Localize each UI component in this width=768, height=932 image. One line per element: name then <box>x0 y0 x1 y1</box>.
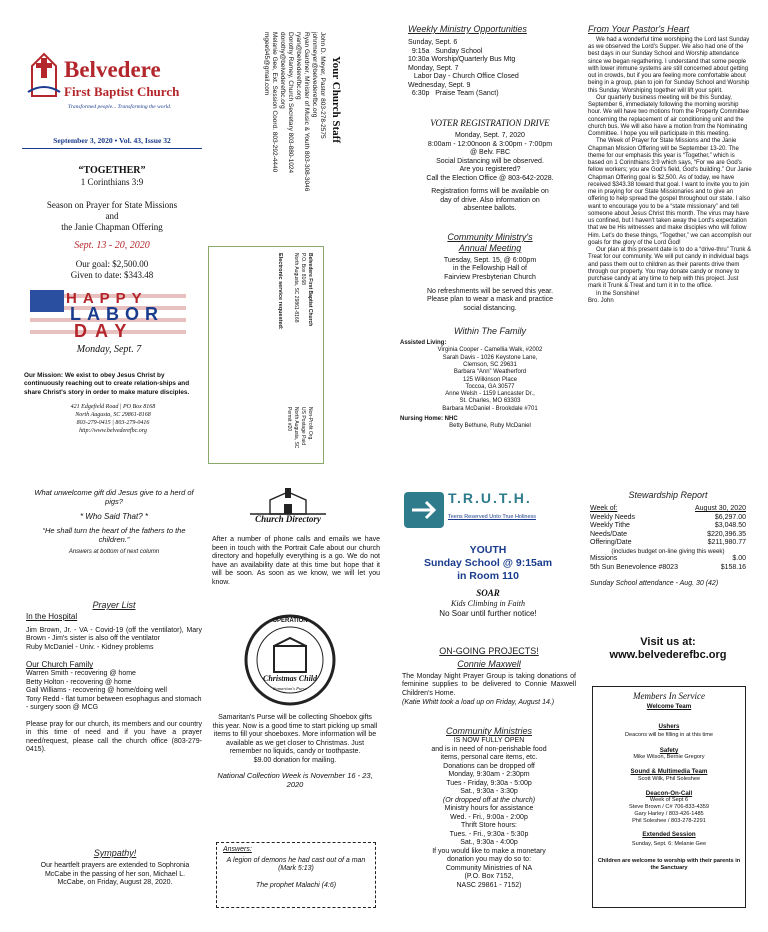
community-meeting-title2: Annual Meeting <box>458 242 522 253</box>
youth-block <box>400 544 576 582</box>
stewardship-row-label: Weekly Tithe <box>590 522 630 530</box>
connie-title: Connie Maxwell <box>457 658 521 669</box>
within-line: Toccoa, GA 30577 <box>465 383 515 390</box>
community-meeting-title: Community Ministry's <box>447 232 533 242</box>
within-line: 125 Wilkinson Place <box>462 376 518 383</box>
community-line: Ministry hours for assistance <box>444 805 534 813</box>
weekly-line: 6:30p Praise Team (Sanct) <box>408 90 499 98</box>
together-line1: Season on Prayer for State Missions <box>46 200 178 211</box>
masthead-rule <box>22 148 202 149</box>
weekly-line: 9:15a Sunday School <box>408 47 483 55</box>
church-subtitle: First Baptist Church <box>64 84 180 99</box>
community-line: Donations can be dropped off <box>443 762 535 770</box>
answer-1: A legion of demons he had cast out of a man (Mark 5:13) <box>226 856 366 873</box>
visit-us <box>590 636 746 663</box>
shoebox-logo-sub: Samaritan's Purse <box>273 686 307 691</box>
shoebox-logo-main: Christmas Child <box>262 674 318 683</box>
staff-line: Melanie Gee, Ext. Session Coord. 803-292-4440 <box>271 32 278 173</box>
staff-line: dorothy@belvederefbc.org <box>279 32 286 109</box>
stewardship-week-date: August 30, 2020 <box>695 504 746 512</box>
community-line: Tues. - Fri., 9:30a - 5:30p <box>449 830 529 838</box>
staff-line: Ryan Gardner, Minister of Music & Youth 803-308-3046 <box>303 32 310 192</box>
voter-line: Are you registered? <box>459 166 521 174</box>
community-meeting-line: Please plan to wear a mask and practice <box>426 296 554 304</box>
hospital-title: In the Hospital <box>26 611 78 621</box>
service-head: Welcome Team <box>646 702 692 710</box>
community-meeting <box>402 232 578 313</box>
community-line: Monday, 9:30am - 2:30pm <box>448 771 530 779</box>
collection-week: National Collection Week is November 16 - 23, 2020 <box>217 771 373 790</box>
hospital-text: Jim Brown, Jr. - VA - Covid-19 (off the ventilator), Mary Brown - Jim's sister is also off the ventilator <box>26 626 202 643</box>
community-meeting-line: Tuesday, Sept. 15, @ 6:00pm <box>443 256 537 264</box>
service-head: Deacon-On-Call <box>645 789 693 797</box>
prayer-title: Prayer List <box>92 600 136 610</box>
voter-line: day of drive. Also information on <box>440 196 540 204</box>
pastor-paragraph: We had a wonderful time worshiping the Lord last Sunday as we observed the Lord's Supper. We also had one of the best days in our Sunday School and Worship attendance since we began regathering. I understand that some people with lower immune systems are still concerned about getting out in crowds, but if you are feeling more comfortable about being in a group, plan to join for Sunday School and Worship this Sunday. Worshiping together will lift your spirit. <box>588 36 750 94</box>
soar-title: SOAR <box>476 588 500 598</box>
community-meeting-line: in the Fellowship Hall of <box>453 265 527 273</box>
shoebox-text2: $9.00 donation for mailing. <box>253 756 337 764</box>
members-in-service <box>592 686 746 908</box>
stewardship-row-label: 5th Sun Benevolence #8023 <box>590 563 678 571</box>
issue-line: September 3, 2020 • Vol. 43, Issue 32 <box>53 136 171 145</box>
pastor-signature: Bro. John <box>588 297 614 304</box>
weekly-line: Wednesday, Sept. 9 <box>408 81 471 89</box>
mission-website-line: http://www.belvederefbc.org <box>79 428 147 435</box>
pastor-paragraph: The Week of Prayer for State Missions and the Janie Chapman Mission Offering will be September 13-20. The theme for our emphasis this year is “Together,” which is based on 1 Corinthians 3:9 which says, “For we are God's fellow workers; you are God's field, God's building.” Our Janie Chapman Offering goal is $2,500. As of today, we have received $343.38 toward that goal. I want to invite you to join me in praying for our State Missionaries and to give an offering to help spread the gospel throughout our state. I also want to encourage you to be a “state missionary” and tell someone about Jesus Christ this month. The virus may have us confined, but I haven't taken away the Lord's expectation that we be His witnesses and make disciples who will follow Him. Let's do these things, “Together,” we can accomplish our goals for the glory of the Lord God! <box>588 138 752 246</box>
within-line: Barbara “Ann” Weatherford <box>453 369 527 376</box>
shoebox-logo <box>244 610 336 710</box>
truth-logo-text: T.R.U.T.H. <box>448 490 532 506</box>
together-line3: the Janie Chapman Offering <box>61 222 163 233</box>
church-directory-graphic <box>240 488 336 528</box>
visit-website[interactable]: www.belvederefbc.org <box>609 649 727 662</box>
connie-italic: (Katie Whitt took a load up on Friday, August 14.) <box>402 698 555 706</box>
community-line: If you would like to make a monetary <box>432 847 546 855</box>
staff-line: ryan@belvederefbc.org <box>295 32 302 100</box>
stewardship-row-value: $3,048.50 <box>714 522 746 530</box>
weekly-line: Sunday, Sept. 6 <box>408 38 458 46</box>
service-head: Extended Session <box>642 831 696 839</box>
community-line: Community Ministries of NA <box>445 864 533 872</box>
service-line: Scott Wilk, Phil Soleshee <box>637 775 701 782</box>
community-line: Tues - Friday, 9:30a - 5:00p <box>446 779 532 787</box>
community-line: items, personal care items, etc. <box>440 754 538 762</box>
weekly-ministry <box>408 24 578 99</box>
riddle-quote: “He shall turn the heart of the fathers to the children.” <box>42 526 186 545</box>
together-block <box>24 165 200 281</box>
community-title: Community Ministries <box>445 726 532 736</box>
together-goal: Our goal: $2,500.00 <box>75 259 149 270</box>
soar-block <box>400 588 576 618</box>
voter-title: VOTER REGISTRATION DRIVE <box>430 118 550 128</box>
community-line: Wed. - Fri., 9:00a - 2:00p <box>450 813 528 821</box>
prayer-note: Please pray for our church, its members and our country in this time of need and if you have a prayer need/request, please call the church office (803-279-0415). <box>26 720 202 754</box>
directory-label: Church Directory <box>255 514 321 524</box>
within-line: Virginia Cooper - Camellia Walk, #2002 <box>437 347 543 354</box>
stewardship-row-label: Needs/Date <box>590 530 627 538</box>
voter-drive <box>402 118 578 214</box>
answers-box <box>216 842 376 908</box>
stewardship-row-label: Missions <box>590 555 618 563</box>
service-line: Deacons will be filling in at this time <box>625 732 713 739</box>
sympathy <box>30 848 200 888</box>
assisted-living-label: Assisted Living: <box>400 339 447 346</box>
return-address-line: Belvedere First Baptist Church <box>307 253 313 327</box>
stewardship-row-label: Offering/Date <box>590 539 632 547</box>
staff-title: Your Church Staff <box>330 56 342 143</box>
labor-day-happy: HAPPY <box>66 290 148 307</box>
church-logo-icon <box>24 52 64 98</box>
pastor-paragraph: Our quarterly business meeting will be this Sunday, September 6, immediately following the morning worship hour. We will have two motions from the Property Committee concerning the replacement of air conditioning unit and the church bus. We will also have a motion from the Nominating Committee. I hope you will participate in this meeting. <box>588 94 749 138</box>
stewardship-note: (includes budget on-line giving this week) <box>611 547 725 555</box>
visit-line1: Visit us at: <box>640 636 696 648</box>
riddle-block <box>28 488 200 557</box>
mailing-panel <box>208 246 324 464</box>
voter-line: absentee ballots. <box>463 205 517 213</box>
together-line2: and <box>105 211 119 222</box>
together-given: Given to date: $343.48 <box>70 270 154 281</box>
mission-address-line: North Augusta, SC 29861-8168 <box>75 412 151 419</box>
weekly-line: 10:30a Worship/Quarterly Bus Mtg <box>408 56 516 64</box>
community-line: and is in need of non-perishable food <box>431 745 547 753</box>
pastor-heart <box>588 24 752 305</box>
ongoing-projects <box>402 646 576 707</box>
service-head: Safety <box>659 746 679 754</box>
youth-line: YOUTH <box>469 544 507 556</box>
electronic-service-line: Electronic service requested: <box>277 253 283 330</box>
within-line: Sarah Davis - 1026 Keystone Lane, <box>442 354 538 361</box>
soar-note: No Soar until further notice! <box>439 608 537 618</box>
pastor-title: From Your Pastor's Heart <box>588 24 690 34</box>
community-italic: (Or dropped off at the church) <box>442 796 536 804</box>
together-dates: Sept. 13 - 20, 2020 <box>74 240 150 252</box>
labor-day-graphic <box>30 290 186 342</box>
who-said-title: * Who Said That? * <box>79 512 149 522</box>
stewardship-row-value: $.00 <box>732 555 746 563</box>
soar-sub: Kids Climbing in Faith <box>450 598 525 608</box>
return-address-line: P.O. Box 8168 <box>300 253 306 285</box>
weekly-line: Labor Day - Church Office Closed <box>408 73 519 81</box>
mission-address-line: 421 Edgefield Road | PO Box 8168 <box>70 403 156 410</box>
sympathy-text: Our heartfelt prayers are extended to Sophronia McCabe in the passing of her son, Michael L. McCabe, on Friday, August 28, 2020. <box>40 861 190 887</box>
family-line: Betty Holton - recovering @ home <box>26 678 132 686</box>
together-verse: 1 Corinthians 3:9 <box>80 177 144 188</box>
community-meeting-line: Fairview Presbyterian Church <box>444 274 536 281</box>
return-address-line: North Augusta, SC 29861-8168 <box>293 253 299 323</box>
service-line: Week of Sept 6 <box>649 797 689 804</box>
postage-line: Non-Profit Org. <box>307 407 313 441</box>
pastor-paragraph: Our plan at this present date is to do a “drive-thru” Trunk & Treat for our community. We will put candy in individual bags and pass them out to children as their parents drive them through our property. You may donate candy or money to purchase candy at any time to help with this project. Just mark it Trunk & Treat and turn it in to the office. <box>588 247 752 290</box>
community-line: (P.O. Box 7152, <box>464 873 514 881</box>
family-line: Tony Redd - flat tumor between esophagus and stomach - surgery soon @ MCG <box>26 695 202 712</box>
within-line: Barbara McDaniel - Brookdale #701 <box>442 405 538 412</box>
shoebox-logo-top: OPERATION <box>272 618 308 624</box>
mission-block <box>24 372 202 435</box>
shoebox-text: Samaritan's Purse will be collecting Shoebox gifts this year. Now is a good time to start picking up small items to fill your shoeboxes. More information will be available as we get closer to Christmas. Just remember no liquids, candy or toothpaste. <box>212 714 378 756</box>
stewardship-row-value: $158.16 <box>720 563 746 571</box>
truth-arrow-icon <box>404 492 444 528</box>
connie-text: The Monday Night Prayer Group is taking donations of feminine supplies to be delivered to Connie Maxwell Children's Home. <box>402 672 576 697</box>
stewardship-row-value: $220,396.35 <box>707 530 746 538</box>
service-line: Mike Wilson, Bernie Gregory <box>633 754 705 761</box>
community-line: Thrift Store hours: <box>460 822 518 830</box>
stewardship-row-value: $6,297.00 <box>714 513 746 521</box>
staff-line: johnmeyer@belvederefbc.org <box>311 32 318 118</box>
community-line: donation you may do so to: <box>446 856 532 864</box>
community-ministries <box>402 726 576 891</box>
nursing-home-label: Nursing Home: NHC <box>400 416 458 423</box>
answer-2: The prophet Malachi (4:6) <box>255 881 337 889</box>
stewardship-row-label: Weekly Needs <box>590 513 636 521</box>
tagline: Transformed people... Transforming the world. <box>68 104 172 110</box>
within-line: Clemson, SC 29631 <box>463 361 517 368</box>
within-title: Within The Family <box>454 326 526 336</box>
voter-line: @ Belv. FBC <box>469 149 511 157</box>
shoebox-block <box>212 714 378 789</box>
voter-line: Social Distancing will be observed. <box>436 157 544 165</box>
voter-line: 8:00am - 12:00noon & 3:00pm - 7:00pm <box>427 140 553 148</box>
within-family <box>400 326 580 431</box>
stewardship-report <box>590 490 746 589</box>
voter-line: Registration forms will be available on <box>431 188 549 196</box>
stewardship-row-value: $211,980.77 <box>707 539 746 547</box>
community-line: Sat., 9:30a - 3:30p <box>460 788 518 796</box>
prayer-list <box>26 600 202 755</box>
labor-day-caption: Monday, Sept. 7 <box>76 344 142 355</box>
postage-line: Permit #20 <box>286 407 292 432</box>
truth-logo <box>404 488 572 532</box>
youth-line: in Room 110 <box>457 569 519 582</box>
ongoing-title: ON-GOING PROJECTS! <box>439 646 539 656</box>
community-line: NASC 29861 - 7152) <box>456 882 522 889</box>
church-name: Belvedere <box>64 57 161 82</box>
youth-line: Sunday School @ 9:15am <box>423 556 553 569</box>
family-line: Warren Smith - recovering @ home <box>26 670 136 678</box>
community-line: Sat., 9:30a - 4:00p <box>460 839 518 847</box>
stewardship-week-label: Week of: <box>590 504 618 512</box>
weekly-line: Monday, Sept. 7 <box>408 64 459 72</box>
answers-title: Answers: <box>223 846 252 853</box>
postage-line: North Augusta, SC <box>293 407 299 449</box>
staff-line: mgee945@gmail.com <box>263 32 270 96</box>
community-meeting-line: social distancing. <box>463 304 517 312</box>
family-title: Our Church Family <box>26 660 94 670</box>
weekly-title: Weekly Ministry Opportunities <box>408 24 527 34</box>
voter-line: Call the Election Office @ 803-642-2028. <box>426 174 554 182</box>
service-line: Sunday, Sept. 6: Melanie Gee <box>631 841 707 848</box>
nursing-home-names: Betty Bethune, Ruby McDaniel <box>449 423 531 430</box>
service-title: Members In Service <box>633 691 705 701</box>
hospital-text2: Ruby McDaniel - Univ. - Kidney problems <box>26 643 154 651</box>
service-head: Ushers <box>658 722 680 730</box>
together-title: “TOGETHER” <box>78 165 146 176</box>
family-line: Gail Williams - recovering @ home/doing well <box>26 687 167 695</box>
truth-logo-sub: Teens Reserved Unto True Holiness <box>448 514 537 520</box>
stewardship-title: Stewardship Report <box>628 490 708 500</box>
voter-line: Monday, Sept. 7, 2020 <box>455 131 525 139</box>
directory-text: After a number of phone calls and emails we have been in touch with the Portrait Cafe about our church directory and hopefully everything is a go. We do not have an availability date at this time but hope that it will be soon. As soon as we know, we will let you know. <box>212 536 380 586</box>
mission-text: Our Mission: We exist to obey Jesus Christ by continuously reaching out to create relation-ships and share Christ's story in order to make mature disciples. <box>24 372 190 396</box>
community-meeting-line: No refreshments will be served this year. <box>426 287 554 295</box>
labor-day-labor: LABOR <box>70 304 164 324</box>
service-line: Gary Harley / 803-426-1485 <box>634 810 704 817</box>
service-line: Steve Brown / C# 706-833-4359 <box>629 804 709 811</box>
postage-line: US Postage Paid <box>300 407 306 446</box>
riddle-question: What unwelcome gift did Jesus give to a herd of pigs? <box>34 488 194 507</box>
mission-phone-line: 803-279-0415 | 803-279-0416 <box>76 420 150 427</box>
within-line: St. Charles, MO 63303 <box>459 398 521 405</box>
attendance: Sunday School attendance - Aug. 30 (42) <box>590 580 719 588</box>
service-head: Sound & Multimedia Team <box>630 768 708 776</box>
service-footer: Children are welcome to worship with their parents in the Sanctuary <box>597 857 741 871</box>
service-line: Phil Soleshee / 803-278-2291 <box>632 817 706 824</box>
labor-day-day: DAY <box>74 321 135 341</box>
staff-line: Dorothy Ramey, Church Secretary 803-880-1024 <box>287 32 294 174</box>
sympathy-title: Sympathy! <box>93 848 137 858</box>
pastor-closing: In the Sonshine! <box>596 290 640 297</box>
answers-note: Answers at bottom of next column <box>68 549 160 556</box>
within-line: Anne Welsh - 1159 Lancaster Dr., <box>445 391 535 398</box>
community-line: IS NOW FULLY OPEN <box>453 736 525 744</box>
staff-line: John D. Meyer, Pastor 803-278-2575 <box>319 32 326 139</box>
